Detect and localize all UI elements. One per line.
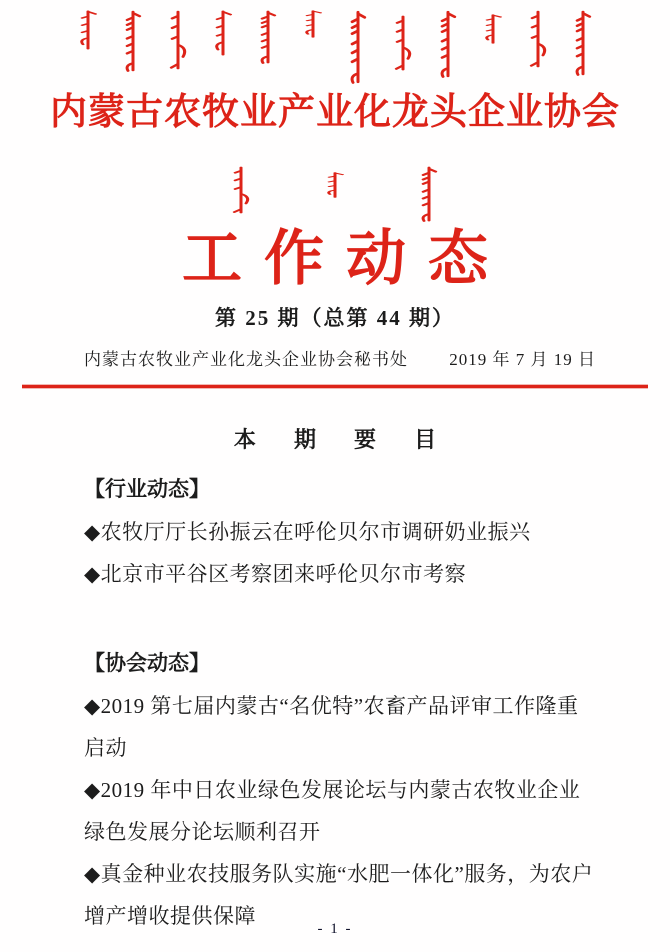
mongolian-word-icon (78, 10, 98, 50)
mongolian-word-icon (528, 10, 548, 68)
mongolian-word-icon (168, 10, 188, 70)
section-title-association: 【协会动态】 (84, 652, 210, 675)
divider-rule (22, 384, 648, 389)
mongolian-word-icon (123, 10, 143, 72)
page-number: - 1 - (317, 921, 353, 937)
mongolian-script-banner (0, 0, 670, 78)
section-title-industry: 【行业动态】 (84, 478, 210, 501)
publish-date: 2019 年 7 月 19 日 (449, 350, 596, 369)
bulletin-title: 工作动态 (182, 226, 510, 292)
contents-heading: 本 期 要 目 (233, 427, 453, 452)
mongolian-word-icon (438, 10, 458, 78)
association-title: 内蒙古农牧业产业化龙头企业协会 (50, 92, 620, 133)
toc-item: ◆2019 年中日农业绿色发展论坛与内蒙古农牧业企业绿色发展分论坛顺利召开 (84, 778, 581, 844)
mongolian-word-icon (231, 166, 251, 214)
mongolian-word-icon (393, 15, 413, 71)
toc-item: ◆农牧厅厅长孙振云在呼伦贝尔市调研奶业振兴 (84, 520, 531, 544)
mongolian-word-icon (483, 14, 503, 44)
mongolian-word-icon (419, 166, 439, 222)
mongolian-word-icon (573, 10, 593, 76)
toc-item: ◆2019 第七届内蒙古“名优特”农畜产品评审工作隆重启动 (84, 694, 579, 760)
mongolian-script-subtitle (0, 166, 670, 224)
mongolian-word-icon (325, 172, 345, 198)
publisher-row (0, 348, 670, 372)
toc-item: ◆真金种业农技服务队实施“水肥一体化”服务，为农户增产增收提供保障 (84, 862, 594, 928)
issue-number: 第 25 期（总第 44 期） (215, 306, 455, 330)
mongolian-word-icon (303, 10, 323, 38)
mongolian-word-icon (348, 10, 368, 84)
table-of-contents (0, 469, 670, 937)
mongolian-word-icon (213, 10, 233, 56)
publisher: 内蒙古农牧业产业化龙头企业协会秘书处 (84, 350, 408, 369)
mongolian-word-icon (258, 10, 278, 64)
toc-item: ◆北京市平谷区考察团来呼伦贝尔市考察 (84, 562, 467, 586)
